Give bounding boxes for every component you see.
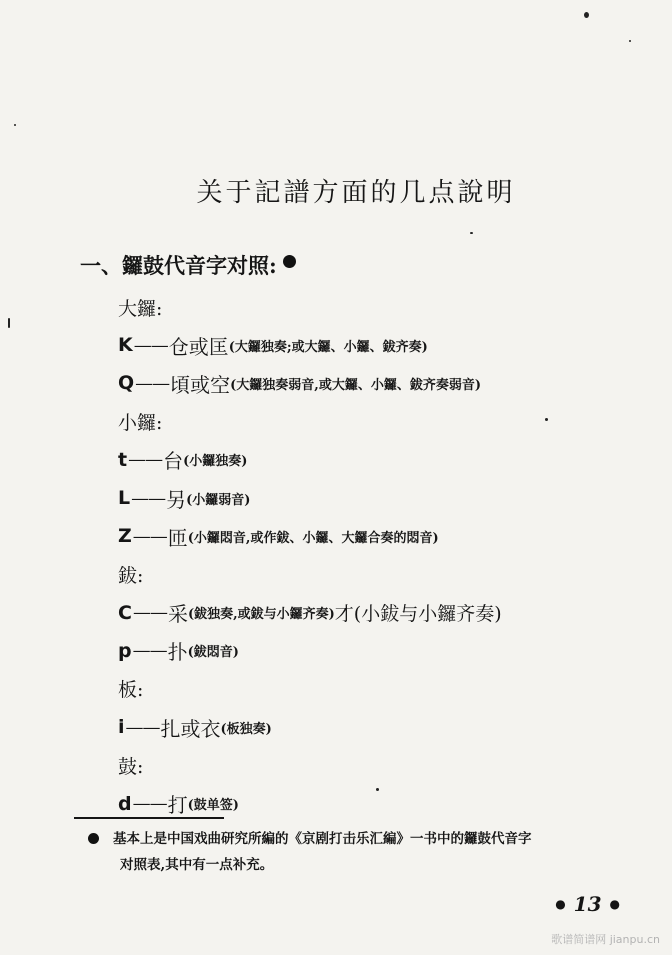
percussion-legend — [118, 288, 502, 823]
entry-description: (鈸独奏,或鈸与小鑼齐奏) — [187, 607, 335, 623]
footnote-divider — [74, 817, 224, 819]
entry-extra: 才(小鈸与小鑼齐奏) — [334, 603, 502, 626]
entry-description: (小鑼弱音) — [186, 492, 251, 508]
entry-syllable: 采 — [167, 602, 188, 627]
footnote-marker-icon — [88, 833, 99, 844]
legend-entry — [118, 632, 502, 670]
legend-entry — [118, 441, 502, 479]
entry-dash: —— — [132, 602, 167, 624]
entry-syllable: 打 — [167, 793, 188, 818]
group-label-dalu: 大鑼: — [118, 297, 163, 320]
footnote — [88, 826, 633, 878]
entry-code: d — [118, 792, 132, 815]
entry-code: t — [118, 448, 128, 471]
section-heading-text: 一、鑼鼓代音字对照: — [80, 253, 277, 278]
entry-description: (鼓单签) — [187, 798, 239, 814]
bullet-icon: ● — [555, 897, 566, 911]
page-title: 关于記譜方面的几点說明 — [196, 178, 516, 208]
entry-dash: —— — [132, 525, 167, 547]
entry-code: Q — [118, 372, 135, 395]
group-label-gu: 鼓: — [118, 755, 144, 778]
entry-dash: —— — [133, 334, 168, 356]
entry-description: (鈸悶音) — [187, 645, 239, 661]
entry-code: p — [118, 639, 132, 662]
entry-description: (大鑼独奏弱音,或大鑼、小鑼、鈸齐奏弱音) — [230, 377, 481, 393]
ink-speck — [470, 232, 473, 234]
entry-description: (小鑼独奏) — [183, 454, 248, 470]
section-heading — [80, 250, 296, 280]
entry-syllable: 另 — [166, 487, 187, 512]
entry-dash: —— — [125, 716, 160, 738]
entry-syllable: 頃或空 — [170, 372, 231, 397]
entry-dash: —— — [131, 487, 166, 509]
legend-entry — [118, 364, 502, 402]
group-label-xiaolu: 小鑼: — [118, 412, 163, 435]
group-label-bo: 鈸: — [118, 564, 144, 587]
entry-code: C — [118, 601, 132, 624]
legend-entry — [118, 326, 502, 364]
footnote-line-2: 对照表,其中有一点补充。 — [120, 857, 274, 873]
page-number-value: 13 — [573, 892, 602, 916]
ink-speck — [14, 124, 16, 126]
entry-syllable: 仓或匡 — [168, 334, 229, 359]
page-number — [555, 892, 620, 916]
legend-entry — [118, 594, 502, 632]
entry-dash: —— — [128, 449, 163, 471]
bullet-icon: ● — [609, 897, 620, 911]
ink-speck — [545, 418, 548, 421]
entry-dash: —— — [132, 640, 167, 662]
legend-entry — [118, 479, 502, 517]
ink-speck — [8, 318, 10, 328]
entry-code: Z — [118, 525, 132, 548]
footnote-line-1: 基本上是中国戏曲研究所編的《京剧打击乐汇編》一书中的鑼鼓代音字 — [113, 831, 532, 847]
entry-syllable: 匝 — [167, 525, 188, 550]
entry-code: i — [118, 716, 125, 739]
entry-code: L — [118, 487, 131, 510]
entry-description: (小鑼悶音,或作鈸、小鑼、大鑼合奏的悶音) — [187, 530, 439, 546]
watermark: 歌谱简谱网 jianpu.cn — [551, 933, 660, 946]
entry-description: (大鑼独奏;或大鑼、小鑼、鈸齐奏) — [228, 339, 428, 355]
ink-speck — [584, 12, 589, 18]
entry-syllable: 扎或衣 — [160, 716, 221, 741]
legend-entry — [118, 708, 502, 746]
footnote-marker-icon — [283, 255, 296, 268]
group-label-ban: 板: — [118, 679, 144, 702]
entry-dash: —— — [135, 372, 170, 394]
legend-entry — [118, 517, 502, 555]
entry-code: K — [118, 334, 133, 357]
entry-description: (板独奏) — [220, 721, 272, 737]
entry-syllable: 台 — [163, 449, 184, 474]
ink-speck — [629, 40, 631, 42]
entry-syllable: 扑 — [167, 640, 188, 665]
entry-dash: —— — [132, 793, 167, 815]
